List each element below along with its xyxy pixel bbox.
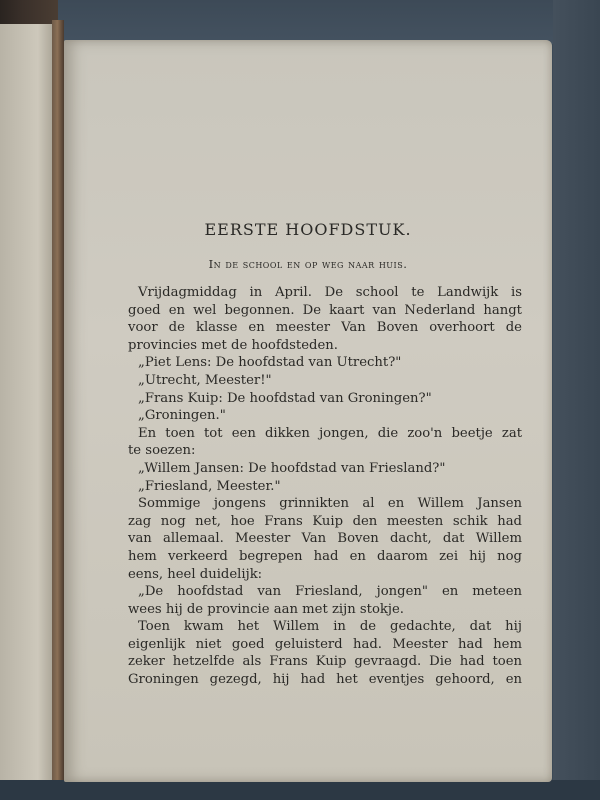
- book-spine: [52, 20, 64, 785]
- text-line: voor de klasse en meester Van Boven overhoort de: [128, 320, 522, 336]
- background-bottom: [0, 780, 600, 800]
- text-line: „Piet Lens: De hoofdstad van Utrecht?": [138, 355, 402, 371]
- text-line: „Frans Kuip: De hoofdstad van Groningen?": [138, 390, 432, 406]
- text-line: „Groningen.": [138, 408, 226, 424]
- text-line: „Willem Jansen: De hoofdstad van Friesland?": [138, 460, 446, 476]
- chapter-subtitle: In de school en op weg naar huis.: [208, 257, 408, 271]
- background-right: [553, 0, 600, 800]
- text-line: zeker hetzelfde als Frans Kuip gevraagd. Die had toen: [128, 654, 522, 670]
- text-line: eens, heel duidelijk:: [128, 566, 263, 582]
- book-page: [64, 40, 552, 782]
- left-page-edge: [0, 24, 56, 780]
- text-line: Vrijdagmiddag in April. De school te Landwijk is: [138, 285, 522, 300]
- text-line: van allemaal. Meester Van Boven dacht, dat Willem: [128, 531, 522, 547]
- text-line: En toen tot een dikken jongen, die zoo'n beetje zat: [138, 425, 522, 441]
- text-line: wees hij de provincie aan met zijn stokje.: [128, 601, 404, 617]
- text-line: „Utrecht, Meester!": [138, 372, 272, 388]
- text-line: goed en wel begonnen. De kaart van Nederland hangt: [128, 302, 522, 318]
- background-top: [58, 0, 600, 44]
- chapter-title: EERSTE HOOFDSTUK.: [204, 220, 412, 239]
- text-line: Sommige jongens grinnikten al en Willem Jansen: [138, 496, 522, 512]
- text-line: zag nog net, hoe Frans Kuip den meesten schik had: [128, 513, 522, 529]
- text-line: hem verkeerd begrepen had en daarom zei hij nog: [128, 548, 522, 564]
- text-line: „De hoofdstad van Friesland, jongen" en meteen: [138, 584, 522, 600]
- text-line: Groningen gezegd, hij had het eventjes gehoord, en: [128, 672, 522, 688]
- text-line: „Friesland, Meester.": [138, 478, 281, 494]
- body-text: [128, 284, 522, 689]
- text-line: provincies met de hoofdsteden.: [128, 337, 338, 353]
- text-line: eigenlijk niet goed geluisterd had. Meester had hem: [128, 636, 522, 652]
- text-line: Toen kwam het Willem in de gedachte, dat hij: [138, 619, 522, 635]
- text-line: te soezen:: [128, 443, 196, 459]
